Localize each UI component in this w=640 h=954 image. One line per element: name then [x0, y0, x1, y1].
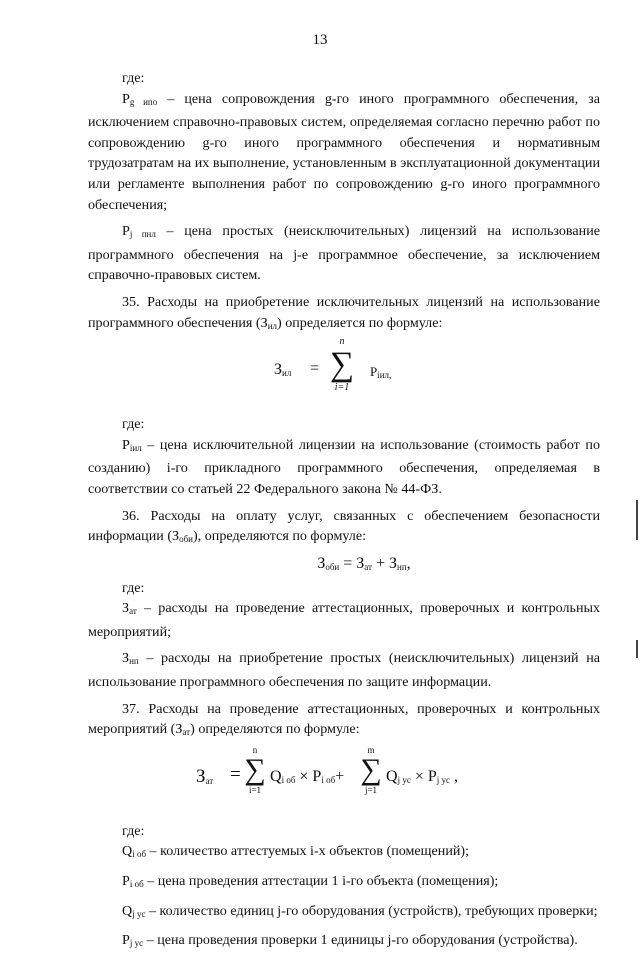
page-number: 13: [312, 32, 328, 48]
symbol-subscript: ат: [129, 606, 137, 617]
symbol: Q: [122, 843, 133, 860]
definition-text: – цена проведения аттестации 1 i-го объекта (помещения);: [143, 873, 499, 890]
symbol-subscript: ил: [267, 320, 277, 331]
section-text: ) определяются по формуле:: [190, 721, 360, 738]
formula-license-costs: [88, 336, 600, 414]
sum-symbol: n ∑ i=1: [329, 336, 355, 394]
section-text: ), определяются по формуле:: [193, 528, 366, 545]
definition-paragraph: [88, 89, 600, 216]
definition-paragraph: [88, 598, 600, 642]
symbol-subscript: j ус: [132, 908, 146, 919]
section-37: [88, 699, 600, 743]
section-35: [88, 292, 600, 336]
definition-text: – цена исключительной лицензии на использование (стоимость работ по созданию) i-го прикладного программного обеспечения, определяемая в соответствии со статьей 22 Федерального закона № 44-ФЗ.: [88, 436, 600, 497]
scan-edge-mark: [636, 640, 638, 658]
sum-symbol: n ∑ i=1: [244, 744, 266, 795]
symbol-subscript: iил: [129, 442, 142, 453]
definition-text: – цена простых (неисключительных) лицензий на использование программного обеспечения на j-е программное обеспечение, за исключением справочно-правовых систем.: [88, 223, 600, 284]
section-text: ) определяется по формуле:: [277, 314, 443, 331]
section-text: 37. Расходы на проведение аттестационных, проверочных и контрольных мероприятий (З: [88, 700, 600, 738]
symbol-subscript: ат: [182, 727, 191, 738]
definition-text: – количество единиц j-го оборудования (устройств), требующих проверки;: [145, 902, 598, 919]
formula-term: $Q_{i об} \times P_{i об}+$: [270, 767, 345, 785]
definition-text: – расходы на приобретение простых (неисключительных) лицензий на использование программного обеспечения по защите информации.: [88, 650, 600, 691]
symbol-subscript: i об: [132, 849, 147, 860]
where-label: где:: [122, 822, 145, 839]
definition-line: [88, 841, 600, 865]
where-label: где:: [122, 579, 145, 596]
document-body: [88, 68, 600, 954]
symbol: З: [122, 600, 130, 617]
symbol-subscript: j пнл: [129, 229, 156, 240]
definition-paragraph: [88, 435, 600, 500]
where-label: где:: [122, 416, 145, 433]
symbol: З: [122, 650, 130, 667]
formula-term: $Q_{j ус} \times P_{j ус}$ ,: [386, 767, 458, 785]
definition-line: [88, 901, 600, 925]
definition-text: – цена проведения проверки 1 единицы j-го оборудования (устройства).: [143, 932, 578, 949]
definition-text: – количество аттестуемых i-х объектов (помещений);: [146, 843, 470, 860]
definition-paragraph: [88, 221, 600, 286]
definition-paragraph: [88, 648, 600, 692]
symbol: P: [122, 873, 130, 890]
where-label: где:: [122, 70, 145, 86]
formula-lhs: $З_{ил}$: [274, 361, 292, 379]
symbol-subscript: нп: [129, 656, 139, 667]
definition-line: [88, 871, 600, 895]
definition-text: – цена сопровождения g-го иного программного обеспечения, за исключением справочно-правовых систем, определяемая согласно перечню работ по сопровождению g-го иного программного обеспечения и нормативным трудозатратам на их выполнение, установленным в эксплуатационной документации или регламенте выполнения работ по сопровождению g-го иного программного обеспечения;: [88, 90, 600, 213]
symbol: P: [122, 223, 130, 240]
formula-lhs: $З_{ат}$: [196, 765, 214, 787]
formula-rhs: $P_{iил,}$: [370, 364, 392, 381]
symbol-subscript: оби: [179, 534, 193, 545]
sum-symbol: m ∑ j=1: [360, 744, 382, 795]
symbol-subscript: i об: [129, 879, 144, 890]
formula-attestation-costs: [88, 743, 600, 821]
symbol: P: [122, 932, 130, 949]
symbol: P: [122, 436, 130, 453]
section-36: [88, 506, 600, 550]
symbol: Q: [122, 902, 133, 919]
symbol: P: [122, 90, 130, 107]
definition-line: [88, 930, 600, 954]
scan-edge-mark: [636, 500, 638, 540]
section-text: 35. Расходы на приобретение исключительных лицензий на использование программного обеспечения (З: [88, 293, 600, 331]
formula-security-costs: $З_{оби} = З_{ат} + З_{нп}$,: [317, 554, 411, 572]
symbol-subscript: j ус: [129, 938, 144, 949]
definition-text: – расходы на проведение аттестационных, проверочных и контрольных мероприятий;: [88, 600, 600, 640]
formula-equals: =: [310, 360, 320, 378]
symbol-subscript: g ипо: [129, 96, 158, 107]
section-text: 36. Расходы на оплату услуг, связанных с обеспечением безопасности информации (З: [88, 507, 600, 545]
formula-equals: =: [230, 763, 241, 785]
